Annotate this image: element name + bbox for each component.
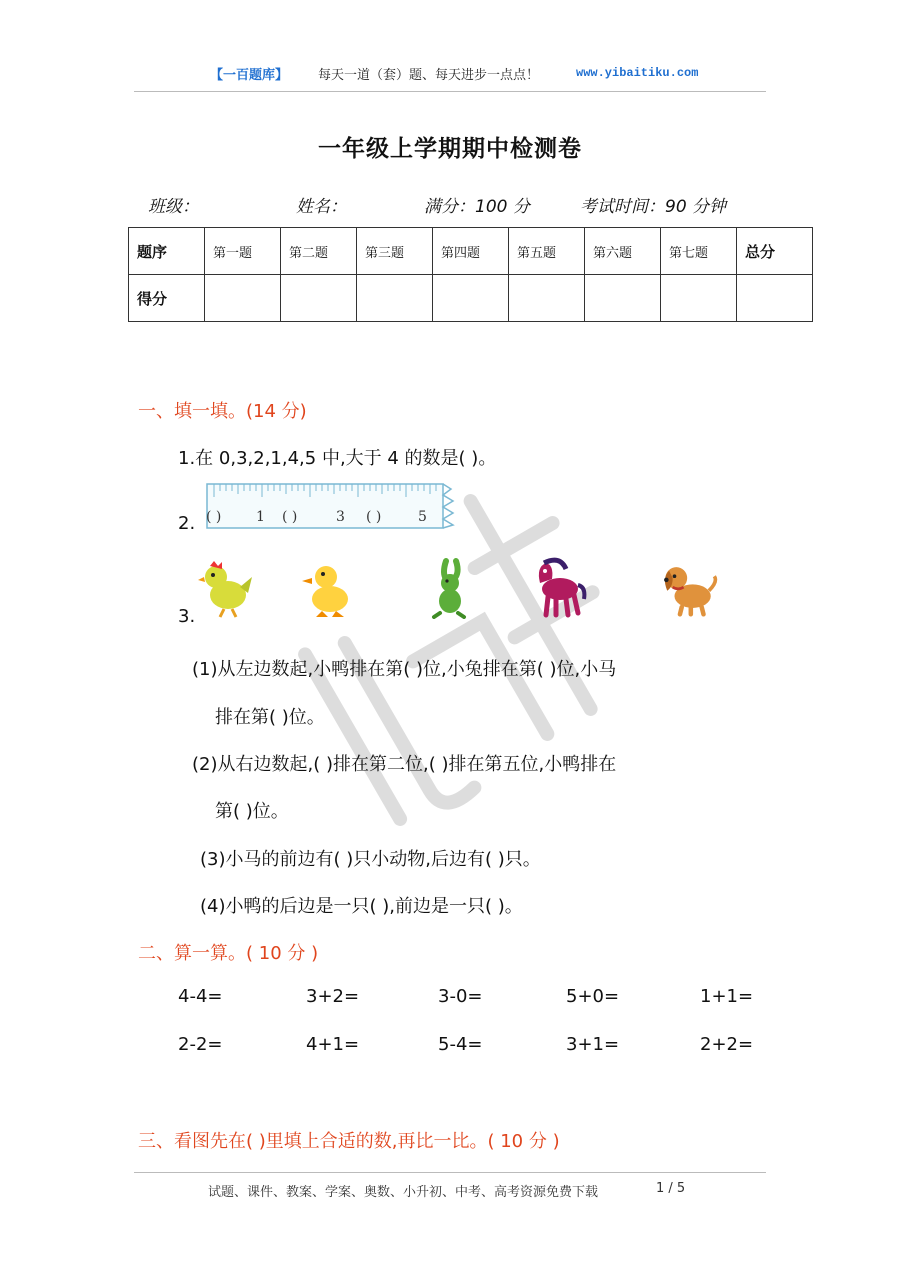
duckling-icon <box>300 557 358 619</box>
question-1: 1.在 0,3,2,1,4,5 中,大于 4 的数是( )。 <box>178 448 497 469</box>
question-2-number: 2. <box>178 513 196 534</box>
section2-heading: 二、算一算。( 10 分 ) <box>138 943 319 964</box>
footer-text: 试题、课件、教案、学案、奥数、小升初、中考、高考资源免费下载 <box>208 1185 599 1200</box>
dog-icon <box>660 557 718 619</box>
question-3-2-line1: (2)从右边数起,( )排在第二位,( )排在第五位,小鸭排在 <box>192 754 617 775</box>
motto-text: 每天一道（套）题、每天进步一点点！ <box>318 68 540 83</box>
score-table-score-row <box>129 275 813 322</box>
table-cell: 第六题 <box>585 228 661 275</box>
question-3-2-line2: 第( )位。 <box>215 801 289 822</box>
ruler-label: ( ) <box>206 509 222 525</box>
class-label: 班级： <box>148 197 199 217</box>
score-input-cell[interactable] <box>585 275 661 322</box>
score-input-cell[interactable] <box>205 275 281 322</box>
table-cell: 题序 <box>129 228 205 275</box>
calc-item: 4+1= <box>306 1034 360 1055</box>
calc-item: 5+0= <box>566 986 620 1007</box>
score-input-cell[interactable] <box>357 275 433 322</box>
calc-item: 1+1= <box>700 986 754 1007</box>
calc-item: 5-4= <box>438 1034 483 1055</box>
score-input-cell[interactable] <box>737 275 813 322</box>
table-cell: 得分 <box>129 275 205 322</box>
score-table <box>128 227 813 322</box>
full-score-label: 满分：100 分 <box>424 197 530 217</box>
calc-item: 3-0= <box>438 986 483 1007</box>
site-url-link[interactable]: www.yibaitiku.com <box>576 66 699 80</box>
name-label: 姓名： <box>296 197 347 217</box>
calc-item: 3+2= <box>306 986 360 1007</box>
ruler-label: ( ) <box>282 509 298 525</box>
ruler-image <box>206 483 460 529</box>
page-title: 一年级上学期期中检测卷 <box>318 136 582 162</box>
question-3-1-line1: (1)从左边数起,小鸭排在第( )位,小兔排在第( )位,小马 <box>192 659 617 680</box>
ruler-label: ( ) <box>366 509 382 525</box>
table-cell: 第四题 <box>433 228 509 275</box>
section1-heading: 一、填一填。(14 分) <box>138 401 307 422</box>
ruler-label: 1 <box>256 509 265 525</box>
calc-item: 3+1= <box>566 1034 620 1055</box>
footer-divider <box>134 1172 766 1173</box>
question-3-4: (4)小鸭的后边是一只( ),前边是一只( )。 <box>200 896 523 917</box>
rabbit-icon <box>420 557 478 619</box>
score-input-cell[interactable] <box>661 275 737 322</box>
score-input-cell[interactable] <box>433 275 509 322</box>
horse-icon <box>530 557 588 619</box>
question-3-1-line2: 排在第( )位。 <box>215 707 325 728</box>
question-3-number: 3. <box>178 606 196 627</box>
header-divider <box>134 91 766 92</box>
ruler-label: 5 <box>418 509 427 525</box>
question-3-3: (3)小马的前边有( )只小动物,后边有( )只。 <box>200 849 541 870</box>
calc-item: 2-2= <box>178 1034 223 1055</box>
page-number: 1 / 5 <box>656 1181 686 1196</box>
table-cell: 第七题 <box>661 228 737 275</box>
brand-label: 【一百题库】 <box>210 68 289 83</box>
score-table-header-row <box>129 228 813 275</box>
table-cell: 第一题 <box>205 228 281 275</box>
table-cell: 总分 <box>737 228 813 275</box>
score-input-cell[interactable] <box>281 275 357 322</box>
ruler-label: 3 <box>336 509 345 525</box>
table-cell: 第五题 <box>509 228 585 275</box>
chicken-icon <box>196 557 254 619</box>
calc-item: 2+2= <box>700 1034 754 1055</box>
section3-heading: 三、看图先在( )里填上合适的数,再比一比。( 10 分 ) <box>138 1131 560 1152</box>
exam-time-label: 考试时间：90 分钟 <box>580 197 727 217</box>
calc-item: 4-4= <box>178 986 223 1007</box>
score-input-cell[interactable] <box>509 275 585 322</box>
table-cell: 第二题 <box>281 228 357 275</box>
table-cell: 第三题 <box>357 228 433 275</box>
